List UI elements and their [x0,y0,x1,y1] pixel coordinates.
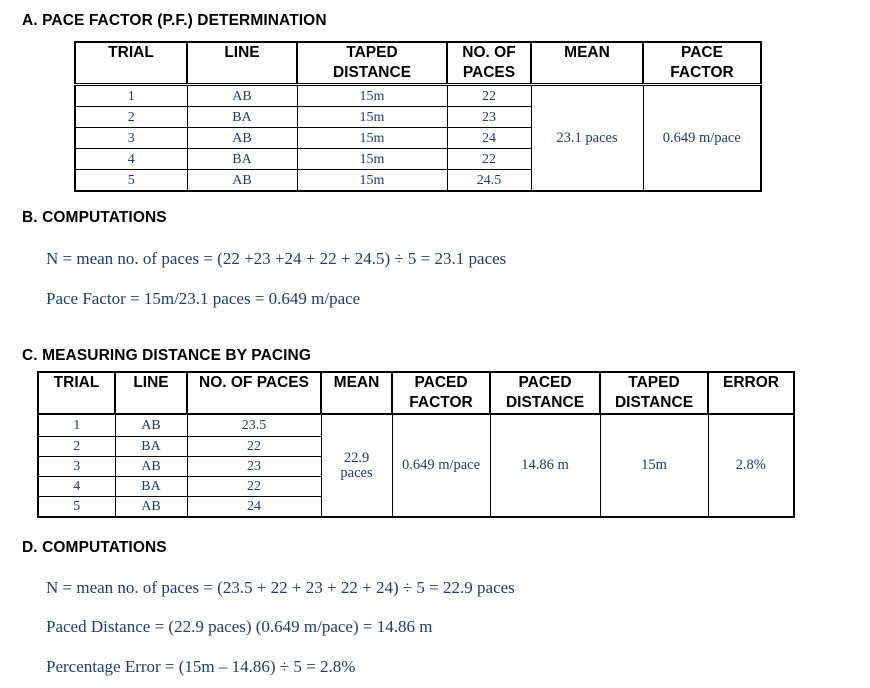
taped-cell: 15m [297,128,447,149]
trial-cell: 1 [75,85,187,107]
col-line: LINE [187,42,297,85]
computation-mean-line: N = mean no. of paces = (23.5 + 22 + 23 + 22 + 24) ÷ 5 = 22.9 paces [46,578,515,597]
paces-cell: 23 [187,457,321,477]
trial-cell: 3 [38,457,115,477]
computation-paced-distance-line: Paced Distance = (22.9 paces) (0.649 m/pace) = 14.86 m [46,617,433,636]
paces-cell: 23 [447,107,531,128]
mean-cell: 22.9 paces [321,414,392,517]
trial-cell: 3 [75,128,187,149]
paces-cell: 24 [447,128,531,149]
pacing-distance-table [37,371,795,518]
line-cell: BA [187,149,297,170]
line-cell: AB [187,128,297,149]
section-c-heading: C. MEASURING DISTANCE BY PACING [22,347,312,364]
pace-factor-cell: 0.649 m/pace [643,85,761,192]
col-trial: TRIAL [38,372,115,414]
col-error: ERROR [708,372,794,414]
col-line: LINE [115,372,187,414]
line-cell: AB [187,85,297,107]
computation-mean-line: N = mean no. of paces = (22 +23 +24 + 22 + 24.5) ÷ 5 = 23.1 paces [46,249,507,268]
taped-cell: 15m [297,85,447,107]
table-row [38,414,794,437]
col-trial: TRIAL [75,42,187,85]
pace-factor-table [74,41,762,192]
paces-cell: 23.5 [187,414,321,437]
trial-cell: 2 [75,107,187,128]
trial-cell: 2 [38,437,115,457]
line-cell: AB [115,497,187,518]
paces-cell: 24.5 [447,170,531,192]
line-cell: BA [115,477,187,497]
col-mean: MEAN [321,372,392,414]
taped-cell: 15m [297,170,447,192]
paces-cell: 22 [187,437,321,457]
trial-cell: 4 [38,477,115,497]
line-cell: BA [115,437,187,457]
trial-cell: 5 [75,170,187,192]
line-cell: AB [187,170,297,192]
line-cell: AB [115,414,187,437]
section-b-heading: B. COMPUTATIONS [22,209,167,226]
paces-cell: 24 [187,497,321,518]
computation-pace-factor-line: Pace Factor = 15m/23.1 paces = 0.649 m/pace [46,289,361,308]
col-taped-distance: TAPED DISTANCE [297,42,447,85]
paced-factor-cell: 0.649 m/pace [392,414,490,517]
paces-cell: 22 [447,85,531,107]
table-header-row [38,372,794,414]
table-row [75,85,761,107]
taped-cell: 15m [297,149,447,170]
paces-cell: 22 [187,477,321,497]
col-paced-distance: PACED DISTANCE [490,372,600,414]
col-taped-distance: TAPED DISTANCE [600,372,708,414]
line-cell: AB [115,457,187,477]
paced-distance-cell: 14.86 m [490,414,600,517]
trial-cell: 1 [38,414,115,437]
col-no-of-paces: NO. OF PACES [187,372,321,414]
line-cell: BA [187,107,297,128]
section-d-heading: D. COMPUTATIONS [22,539,167,556]
trial-cell: 4 [75,149,187,170]
trial-cell: 5 [38,497,115,518]
paces-cell: 22 [447,149,531,170]
col-mean: MEAN [531,42,643,85]
section-a-heading: A. PACE FACTOR (P.F.) DETERMINATION [22,12,327,29]
taped-distance-cell: 15m [600,414,708,517]
col-no-of-paces: NO. OF PACES [447,42,531,85]
computation-percentage-error-line: Percentage Error = (15m – 14.86) ÷ 5 = 2.8% [46,657,356,676]
taped-cell: 15m [297,107,447,128]
col-paced-factor: PACED FACTOR [392,372,490,414]
error-cell: 2.8% [708,414,794,517]
mean-cell: 23.1 paces [531,85,643,192]
col-pace-factor: PACE FACTOR [643,42,761,85]
table-header-row [75,42,761,85]
